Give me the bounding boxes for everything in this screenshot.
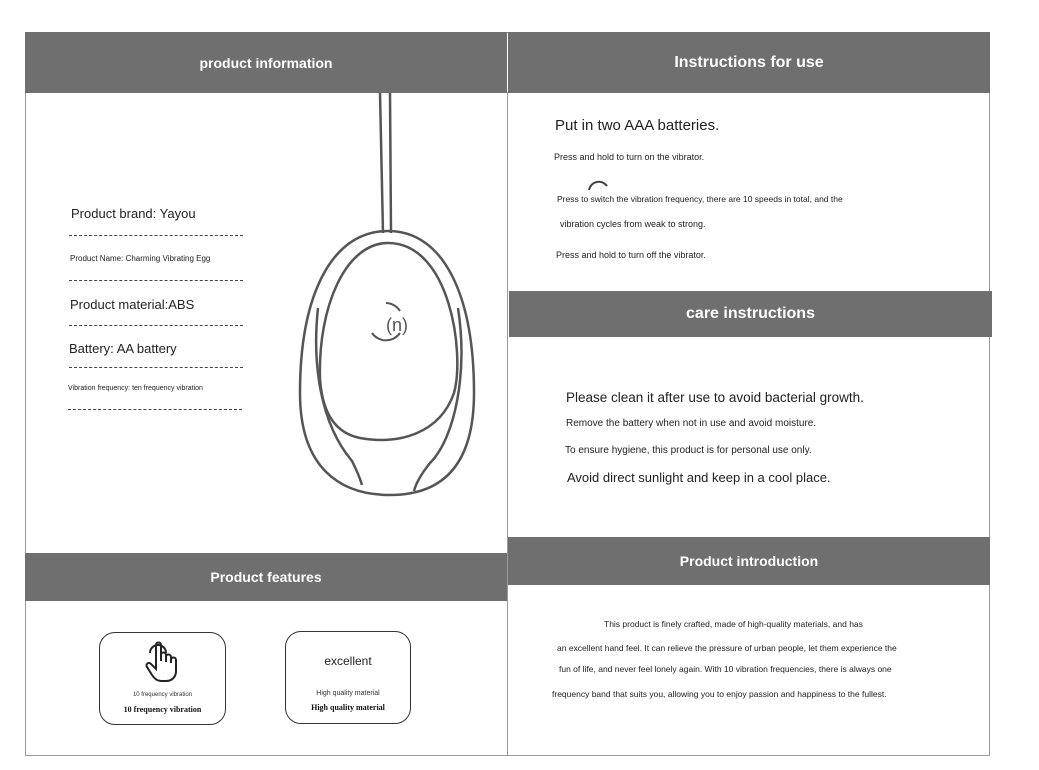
product-features-header: Product features [25, 553, 507, 601]
dashed-divider [69, 367, 243, 368]
info-brand: Product brand: Yayou [71, 206, 196, 221]
egg-outer-shell [300, 231, 474, 495]
intro-line: This product is finely crafted, made of high-quality materials, and has [604, 619, 863, 629]
instruction-line: Put in two AAA batteries. [555, 117, 720, 134]
egg-inner-shell [320, 243, 457, 440]
dashed-divider [68, 409, 242, 410]
intro-line: frequency band that suits you, allowing you to enjoy passion and happiness to the fullest. [552, 689, 887, 699]
vibrating-egg-illustration [290, 93, 490, 503]
feature-card-vibration [99, 632, 226, 725]
feature-caption: High quality material [316, 690, 380, 697]
care-line: Avoid direct sunlight and keep in a cool place. [567, 470, 831, 485]
care-line: Please clean it after use to avoid bacterial growth. [566, 390, 864, 405]
instruction-line: Press to switch the vibration frequency, there are 10 speeds in total, and the [557, 194, 843, 204]
intro-line: an excellent hand feel. It can relieve the pressure of urban people, let them experience the [557, 643, 897, 653]
info-frequency: Vibration frequency: ten frequency vibration [68, 385, 203, 392]
dashed-divider [69, 235, 243, 236]
instruction-line: vibration cycles from weak to strong. [560, 219, 706, 229]
dashed-divider [69, 325, 243, 326]
instruction-line: Press and hold to turn on the vibrator. [554, 152, 705, 162]
cycle-arrow-icon [586, 178, 610, 192]
care-instructions-header: care instructions [509, 291, 992, 337]
care-line: To ensure hygiene, this product is for personal use only. [565, 445, 812, 456]
feature-title: High quality material [311, 703, 385, 712]
product-information-header: product information [25, 32, 507, 93]
info-material: Product material:ABS [70, 297, 195, 312]
info-name: Product Name: Charming Vibrating Egg [70, 254, 211, 263]
feature-title: 10 frequency vibration [123, 705, 202, 714]
info-battery: Battery: AA battery [69, 341, 177, 356]
product-introduction-header: Product introduction [508, 537, 990, 585]
dashed-divider [69, 280, 243, 281]
care-line: Remove the battery when not in use and avoid moisture. [566, 418, 817, 429]
brand-logo-text: (n) [386, 315, 408, 335]
intro-line: fun of life, and never feel lonely again. With 10 vibration frequencies, there is always one [559, 664, 892, 674]
instructions-header: Instructions for use [508, 32, 990, 93]
hand-tap-icon [142, 641, 182, 683]
feature-card-material [285, 631, 411, 724]
column-divider [507, 92, 508, 756]
instruction-line: Press and hold to turn off the vibrator. [556, 250, 706, 260]
egg-cord [380, 93, 391, 233]
feature-caption: 10 frequency vibration [132, 692, 193, 698]
feature-heading: excellent [324, 654, 372, 668]
